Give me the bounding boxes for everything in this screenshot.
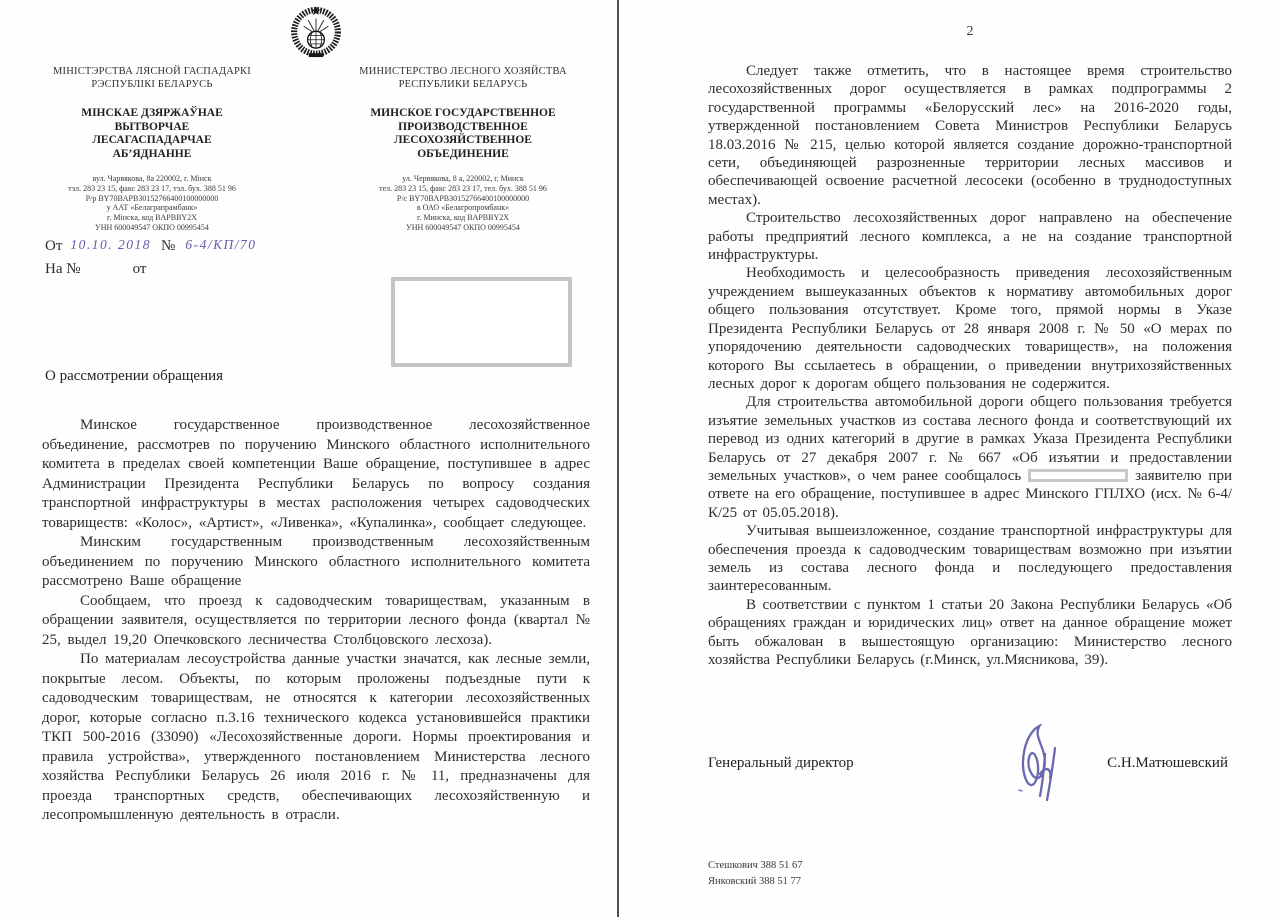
incoming-reference-line xyxy=(45,261,146,278)
header-russian xyxy=(343,66,583,233)
paragraph: Минским государственным производственным лесохозяйственным объединением по поручению Минского областного исполнительного комитета рассмотрено Ваше обращение xyxy=(42,534,590,589)
incoming-from-label: от xyxy=(132,261,147,277)
page2-body xyxy=(708,62,1232,669)
organization-name-by: МІНСКАЕ ДЗЯРЖАЎНАЕ ВЫТВОРЧАЕ ЛЕСАГАСПАДАРЧАЕ АБ’ЯДНАННЕ xyxy=(81,107,223,160)
page-number: 2 xyxy=(966,24,974,39)
paragraph: По материалам лесоустройства данные участки значатся, как лесные земли, покрытые лесом. Объекты, по которым проложены подъездные пути к садоводческим товариществам, не относятся к категории лесохозяйственных дорог, которые согласно п.3.16 технического кодекса установившейся практики ТКП 500-2016 (33090) «Лесохозяйственные дороги. Нормы проектирования и правила устройства», утвержденного постановлением Министерства лесного хозяйства Республики Беларусь 26 июля 2016 г. № 11, предназначены для проезда транспортных средств, обеспечивающих лесохозяйственную и лесопромышленную деятельность в отрасли. xyxy=(42,651,590,823)
paragraph: Минское государственное производственное лесохозяйственное объединение, рассмотрев по поручению Минского областного исполнительного комитета в пределах своей компетенции Ваше обращение, поступившее в адрес Администрации Президента Республики Беларусь по вопросу создания транспортной инфраструктуры в местах расположения четырех садоводческих товариществ: «Колос», «Артист», «Ливенка», «Купалинка», сообщает следующее. xyxy=(42,417,590,531)
belarus-coat-of-arms-icon xyxy=(287,5,345,61)
ministry-name-by-line1: МІНІСТЭРСТВА ЛЯСНОЙ ГАСПАДАРКІ xyxy=(53,66,251,77)
organization-name-ru: МИНСКОЕ ГОСУДАРСТВЕННОЕ ПРОИЗВОДСТВЕННОЕ ЛЕСОХОЗЯЙСТВЕННОЕ ОБЪЕДИНЕНИЕ xyxy=(370,107,556,160)
paragraph: В соответствии с пунктом 1 статьи 20 Закона Республики Беларусь «Об обращениях граждан и юридических лиц» ответ на данное обращение может быть обжалован в вышестоящую организацию: Министерство лесного хозяйства Республики Беларусь (г.Минск, ул.Мясникова, 39). xyxy=(708,596,1232,668)
paragraph: Необходимость и целесообразность приведения лесохозяйственным учреждением вышеуказанных объектов к нормативу автомобильных дорог общего пользования отсутствует. Кроме того, прямой нормы в Указе Президента Республики Беларусь от 28 января 2008 г. № 50 «О мерах по упорядочению деятельности садоводческих товариществ», на положения которого Вы ссылаетесь в обращении, о приведении внутрихозяйственных лесных дорог к дорогам общего пользования не содержится. xyxy=(708,265,1232,392)
page1-body xyxy=(42,416,590,826)
signatory-name: С.Н.Матюшевский xyxy=(1107,755,1228,771)
outgoing-reference-line xyxy=(45,238,257,255)
organization-contacts-by: вул. Чарвякова, 8а 220002, г. Мінск тэл. 283 23 15, факс 283 23 17, тэл. бух. 388 51 96 Р/р BY70BAPB30152766400100000000 у ААТ «Белаграпрамбанк» г. Мінска, код BAPBBY2X УНН 600049547 ОКПО 00995454 xyxy=(68,174,236,232)
paragraph: Сообщаем, что проезд к садоводческим товариществам, указанным в обращении заявителя, осуществляется по территории лесного фонда (квартал № 25, выдел 19,20 Опечковского лесничества Столбцовского лесхоза). xyxy=(42,592,590,648)
organization-contacts-ru: ул. Червякова, 8 а, 220002, г. Минск тел. 283 23 15, факс 283 23 17, тел. бух. 388 51 96 Р/с BY70BAPB30152766400100000000 в ОАО «Белагропромбанк» г. Минска, код BAPBBY2X УНН 600049547 ОКПО 00995454 xyxy=(379,174,547,232)
paragraph-text: Для строительства автомобильной дороги общего пользования требуется изъятие земельных участков из состава лесного фонда и соответствующий их перевод из одних категорий в другие в рамках Указа Президента Республики Беларусь от 27 декабря 2007 г. № 667 «Об изъятии и предоставлении земельных участков», о чем ранее сообщалось xyxy=(708,394,1232,484)
page-divider-line xyxy=(617,0,619,917)
ministry-name-by-line2: РЭСПУБЛІКІ БЕЛАРУСЬ xyxy=(91,78,213,90)
recipient-redaction-box xyxy=(391,277,572,367)
paragraph-with-redaction xyxy=(708,393,1232,522)
signature-icon xyxy=(1009,712,1071,820)
paragraph-text: заявителю при ответе на его обращение, поступившее в адрес Минского ГПЛХО (исх. № 6-4/К/25 от 05.05.2018). xyxy=(708,467,1232,521)
executor-contact-line: Янковский 388 51 77 xyxy=(708,876,801,887)
inline-redaction-box xyxy=(1028,469,1128,482)
executor-contacts xyxy=(708,858,803,890)
ministry-name-ru-line2: РЕСПУБЛИКИ БЕЛАРУСЬ xyxy=(398,78,528,90)
handwritten-date: 10.10. 2018 xyxy=(70,237,152,252)
executor-contact-line: Стешкович 388 51 67 xyxy=(708,860,803,871)
subject-line: О рассмотрении обращения xyxy=(45,368,224,384)
header-belarusian xyxy=(48,66,256,233)
handwritten-number: 6-4/КП/70 xyxy=(185,237,257,252)
from-label: От xyxy=(45,238,63,254)
number-sign: № xyxy=(161,238,176,254)
paragraph: Учитывая вышеизложенное, создание транспортной инфраструктуры для обеспечения проезда к садоводческим товариществам возможно при изъятии земель из состава лесного фонда и последующего предоставления заинтересованным. xyxy=(708,523,1232,595)
paragraph: Следует также отметить, что в настоящее время строительство лесохозяйственных дорог осуществляется в рамках подпрограммы 2 государственной программы «Белорусский лес» на 2016-2020 годы, утвержденной постановлением Совета Министров Республики Беларусь 18.03.2016 № 215, целью которой является создание дорожно-транспортной сети, объединяющей разрозненные территории лесных массивов и обеспечивающей освоение расчетной лесосеки (особенно в труднодоступных местах). xyxy=(708,63,1232,208)
paragraph: Строительство лесохозяйственных дорог направлено на обеспечение работы предприятий лесного комплекса, а не на создание транспортной инфраструктуры. xyxy=(708,210,1232,264)
letter-page-2 xyxy=(620,0,1280,917)
signatory-title: Генеральный директор xyxy=(708,755,854,771)
letter-page-1 xyxy=(0,0,617,917)
incoming-label: На № xyxy=(45,261,81,277)
ministry-name-ru-line1: МИНИСТЕРСТВО ЛЕСНОГО ХОЗЯЙСТВА xyxy=(359,66,567,77)
